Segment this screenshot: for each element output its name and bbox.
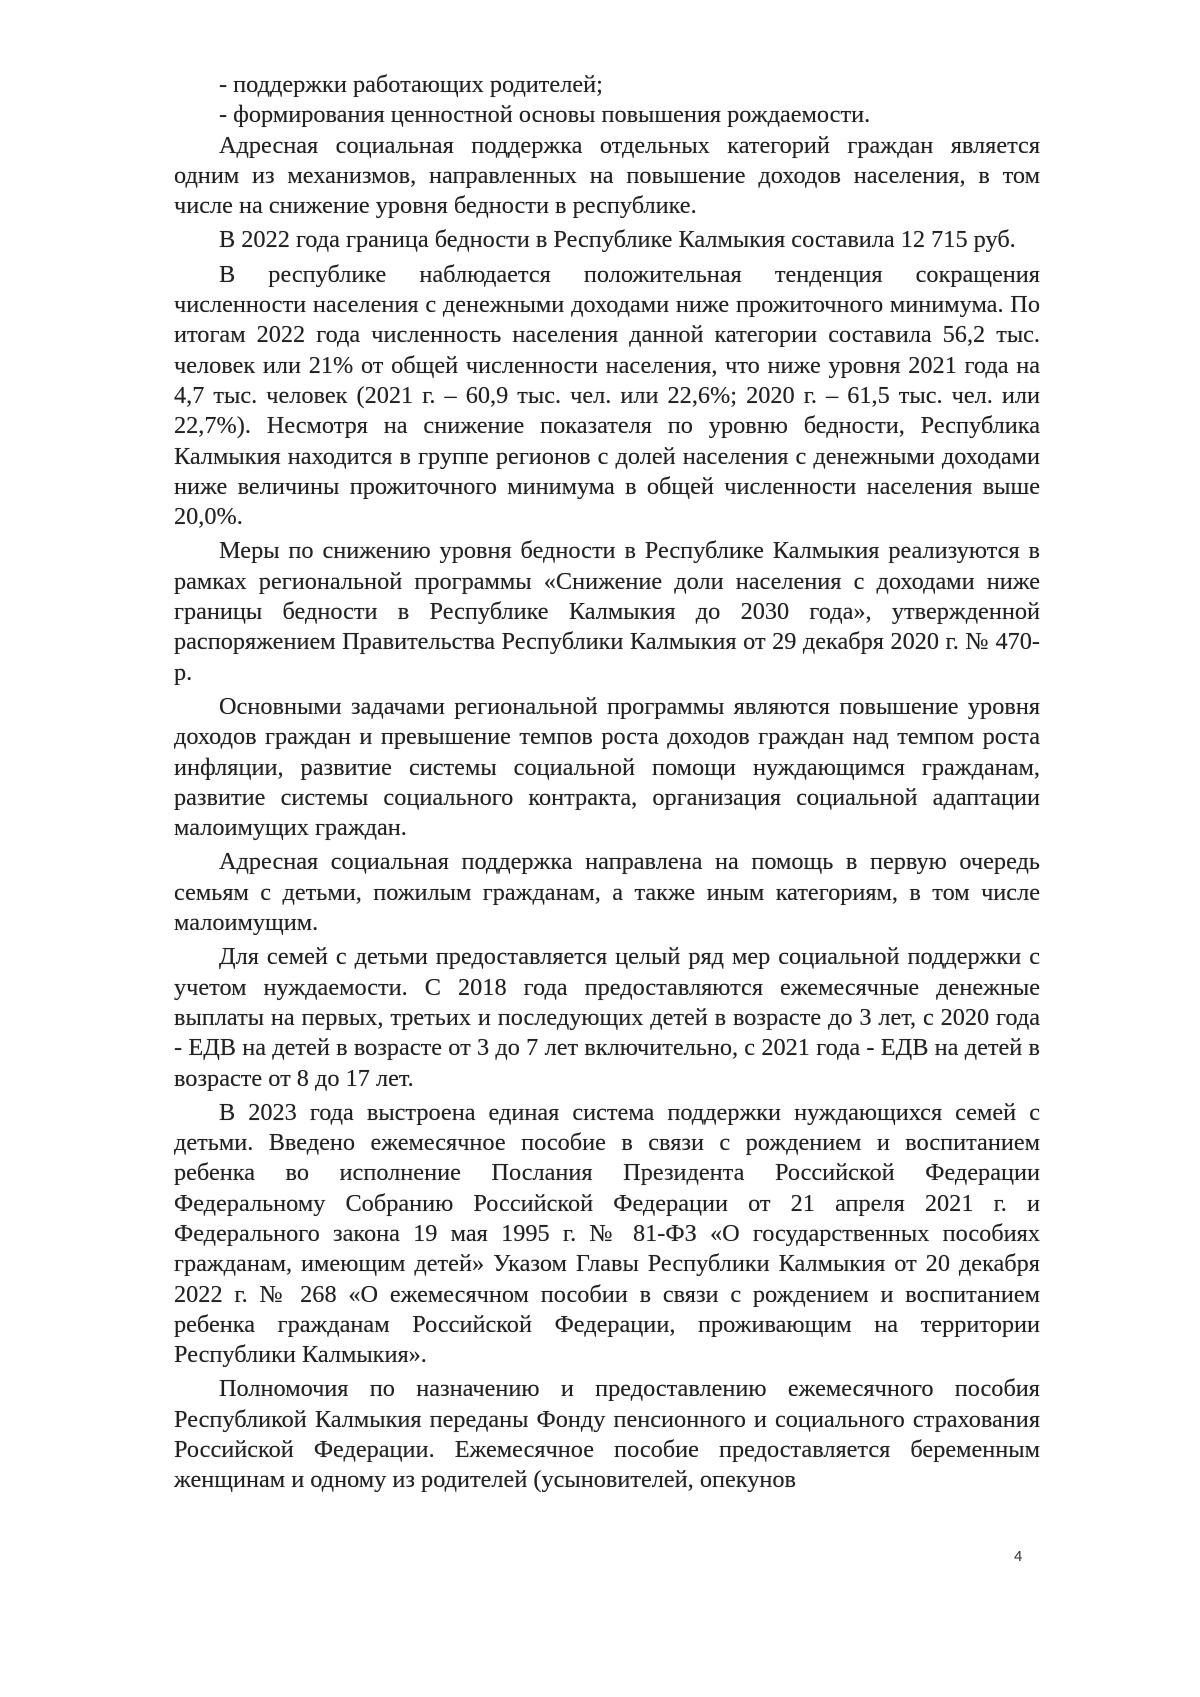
list-item-working-parents: - поддержки работающих родителей; (219, 71, 603, 98)
paragraph-support-recipients: Адресная социальная поддержка направлена на помощь в первую очередь семьям с детьми, пожилым гражданам, а также иным категориям, в том числе малоимущим. (174, 848, 1040, 937)
paragraph-authority-transfer: Полномочия по назначению и предоставлению ежемесячного пособия Республикой Калмыкия переданы Фонду пенсионного и социального страхования Российской Федерации. Ежемесячное пособие предоставляется беременным женщинам и одному из родителей (усыновителей, опекунов (174, 1375, 1040, 1494)
page-number: 4 (1014, 1548, 1023, 1565)
paragraph-targeted-support: Адресная социальная поддержка отдельных категорий граждан является одним из механизмов, направленных на повышение доходов населения, в том числе на снижение уровня бедности в республике. (174, 131, 1040, 220)
paragraph-poverty-line: В 2022 года граница бедности в Республике Калмыкия составила 12 715 руб. (219, 226, 1016, 254)
paragraph-regional-program: Меры по снижению уровня бедности в Республике Калмыкия реализуются в рамках региональной программы «Снижение доли населения с доходами ниже границы бедности в Республике Калмыкия до 2030 года», утвержденной распоряжением Правительства Республики Калмыкия от 29 декабря 2020 г. № 470-р. (174, 537, 1040, 686)
list-item-birth-rate-values: - формирования ценностной основы повышения рождаемости. (219, 101, 871, 129)
body-text (174, 70, 1040, 1496)
paragraph-family-measures: Для семей с детьми предоставляется целый ряд мер социальной поддержки с учетом нуждаемости. С 2018 года предоставляются ежемесячные денежные выплаты на первых, третьих и последующих детей в возрасте до 3 лет, с 2020 года - ЕДВ на детей в возрасте от 3 до 7 лет включительно, с 2021 года - ЕДВ на детей в возрасте от 8 до 17 лет. (174, 943, 1040, 1092)
paragraph-program-objectives: Основными задачами региональной программы являются повышение уровня доходов граждан и превышение темпов роста доходов граждан над темпом роста инфляции, развитие системы социальной помощи нуждающимся гражданам, развитие системы социального контракта, организация социальной адаптации малоимущих граждан. (174, 692, 1040, 842)
paragraph-poverty-trend: В республике наблюдается положительная тенденция сокращения численности населения с денежными доходами ниже прожиточного минимума. По итогам 2022 года численность населения данной категории составила 56,2 тыс. человек или 21% от общей численности населения, что ниже уровня 2021 года на 4,7 тыс. человек (2021 г. – 60,9 тыс. чел. или 22,6%; 2020 г. – 61,5 тыс. чел. или 22,7%). Несмотря на снижение показателя по уровню бедности, Республика Калмыкия находится в группе регионов с долей населения с денежными доходами ниже величины прожиточного минимума в общей численности населения выше 20,0%. (174, 260, 1040, 531)
paragraph-unified-system: В 2023 года выстроена единая система поддержки нуждающихся семей с детьми. Введено ежемесячное пособие в связи с рождением и воспитанием ребенка во исполнение Послания Президента Российской Федерации Федеральному Собранию Российской Федерации от 21 апреля 2021 г. и Федерального закона 19 мая 1995 г. № 81-ФЗ «О государственных пособиях гражданам, имеющим детей» Указом Главы Республики Калмыкия от 20 декабря 2022 г. № 268 «О ежемесячном пособии в связи с рождением и воспитанием ребенка гражданам Российской Федерации, проживающим на территории Республики Калмыкия». (174, 1098, 1040, 1369)
